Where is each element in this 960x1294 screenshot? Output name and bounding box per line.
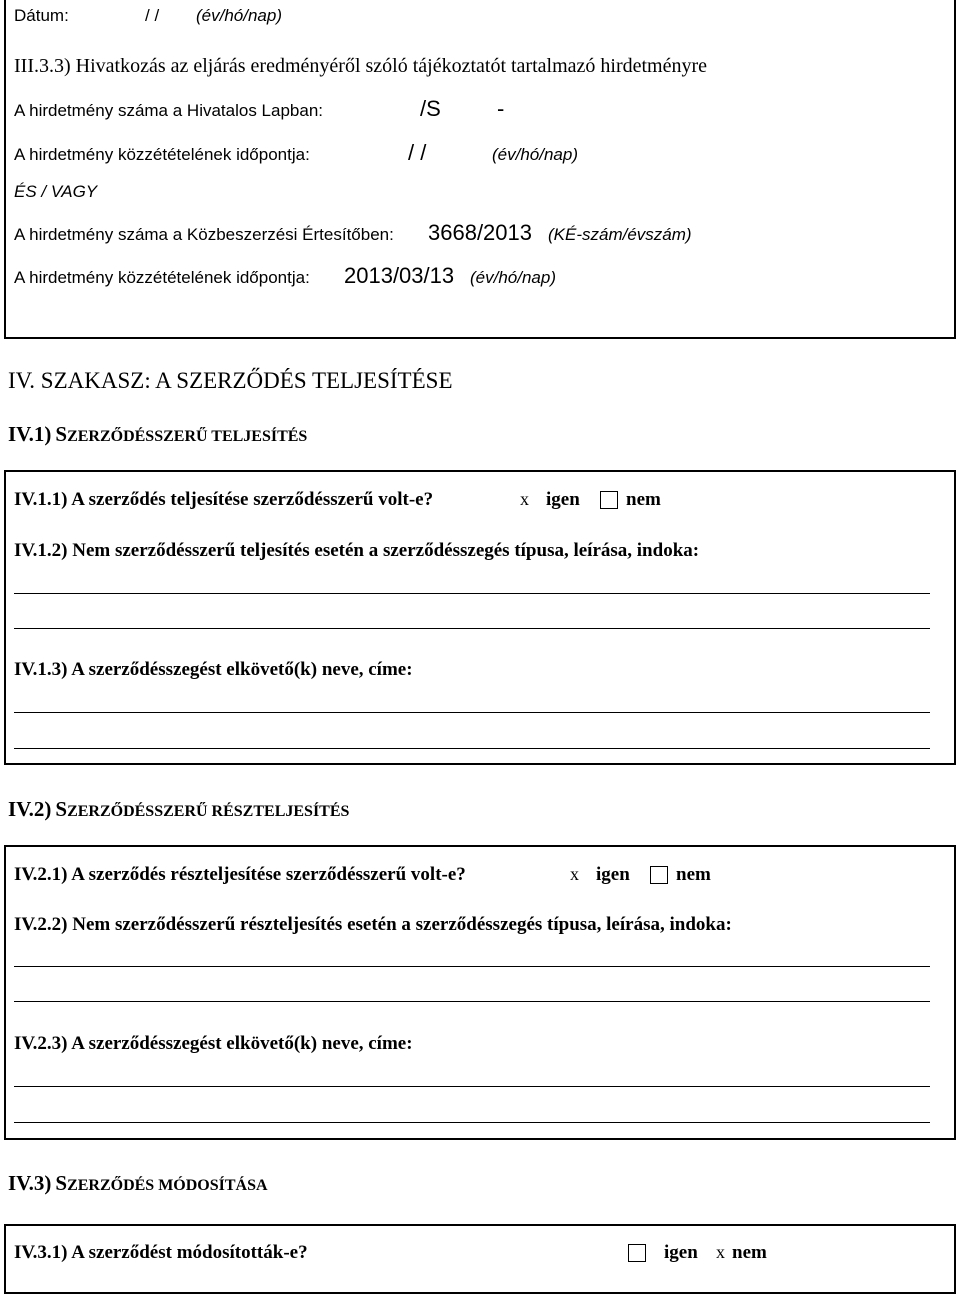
ke-number-value: 3668/2013 xyxy=(428,220,532,245)
iv2-q1-label: IV.2.1) A szerződés részteljesítése szerződésszerű volt-e? xyxy=(14,864,466,885)
section-title: IV. SZAKASZ: A SZERZŐDÉS TELJESÍTÉSE xyxy=(8,368,453,393)
iv1-heading-initial: S xyxy=(55,422,68,446)
iv2-heading-number: IV.2) xyxy=(8,797,52,821)
iv2-q1-no-checkbox[interactable] xyxy=(650,866,668,884)
iv1-q1-yes-label: igen xyxy=(546,489,580,510)
iv2-q1-no-label: nem xyxy=(676,864,711,885)
iv3-q1-label: IV.3.1) A szerződést módosították-e? xyxy=(14,1242,308,1263)
iv2-box xyxy=(4,845,956,1140)
iv3-heading-initial: S xyxy=(55,1171,68,1195)
date-slashes: / / xyxy=(145,6,160,25)
iv1-heading-number: IV.1) xyxy=(8,422,52,446)
iv1-heading-rest: ZERZŐDÉSSZERŰ TELJESÍTÉS xyxy=(67,428,308,445)
iv2-heading xyxy=(8,797,349,822)
iv2-q3-answer-line-2[interactable] xyxy=(14,1122,930,1123)
ke-date-label: A hirdetmény közzétételének időpontja: xyxy=(14,268,310,287)
iv1-box xyxy=(4,470,956,765)
iv1-q2-label: IV.1.2) Nem szerződésszerű teljesítés esetén a szerződésszegés típusa, leírása, indoka: xyxy=(14,540,700,561)
iv2-q2-answer-line-1[interactable] xyxy=(14,966,930,967)
iv3-heading-number: IV.3) xyxy=(8,1171,52,1195)
iv1-q1-mark: x xyxy=(520,489,529,509)
iv3-heading-rest: ZERZŐDÉS MÓDOSÍTÁSA xyxy=(67,1177,268,1194)
iv2-q2-label: IV.2.2) Nem szerződésszerű részteljesítés esetén a szerződésszegés típusa, leírása, indoka: xyxy=(14,914,732,935)
oj-date-format-hint: (év/hó/nap) xyxy=(492,145,578,164)
ke-date-value: 2013/03/13 xyxy=(344,263,455,288)
oj-date-slashes: / / xyxy=(408,140,427,165)
iv2-q3-label: IV.2.3) A szerződésszegést elkövető(k) neve, címe: xyxy=(14,1033,413,1054)
date-format-hint: (év/hó/nap) xyxy=(196,6,282,25)
date-label: Dátum: xyxy=(14,6,69,25)
iv2-q3-answer-line-1[interactable] xyxy=(14,1086,930,1087)
iv1-q2-answer-line-2[interactable] xyxy=(14,628,930,629)
iv3-q1-no-label: nem xyxy=(732,1242,767,1263)
iv2-heading-rest: ZERZŐDÉSSZERŰ RÉSZTELJESÍTÉS xyxy=(67,803,350,820)
iv2-heading-initial: S xyxy=(55,797,68,821)
iv1-q1-no-label: nem xyxy=(626,489,661,510)
iv2-q1-mark: x xyxy=(570,864,579,884)
iv2-q1-yes-label: igen xyxy=(596,864,630,885)
iv1-q2-answer-line-1[interactable] xyxy=(14,593,930,594)
iv1-q3-label: IV.1.3) A szerződésszegést elkövető(k) neve, címe: xyxy=(14,659,413,680)
oj-number-value: /S xyxy=(420,96,441,121)
iv1-q3-answer-line-2[interactable] xyxy=(14,748,930,749)
oj-number-label: A hirdetmény száma a Hivatalos Lapban: xyxy=(14,101,324,120)
iv1-q1-no-checkbox[interactable] xyxy=(600,491,618,509)
iv1-heading xyxy=(8,422,307,447)
iv1-q1-label: IV.1.1) A szerződés teljesítése szerződésszerű volt-e? xyxy=(14,489,434,510)
iv3-heading xyxy=(8,1171,268,1196)
ke-number-format-hint: (KÉ-szám/évszám) xyxy=(548,225,692,244)
ke-number-label: A hirdetmény száma a Közbeszerzési Értesítőben: xyxy=(14,225,394,244)
reference-box xyxy=(4,0,956,339)
oj-number-dash: - xyxy=(497,96,505,121)
and-or-label: ÉS / VAGY xyxy=(14,182,98,201)
iv3-q1-yes-checkbox[interactable] xyxy=(628,1244,646,1262)
reference-heading: III.3.3) Hivatkozás az eljárás eredményéről szóló tájékoztatót tartalmazó hirdetményre xyxy=(14,55,708,77)
iv3-q1-mark: x xyxy=(716,1242,725,1262)
oj-date-label: A hirdetmény közzétételének időpontja: xyxy=(14,145,310,164)
iv3-q1-yes-label: igen xyxy=(664,1242,698,1263)
iv2-q2-answer-line-2[interactable] xyxy=(14,1001,930,1002)
iv1-q3-answer-line-1[interactable] xyxy=(14,712,930,713)
ke-date-format-hint: (év/hó/nap) xyxy=(470,268,556,287)
